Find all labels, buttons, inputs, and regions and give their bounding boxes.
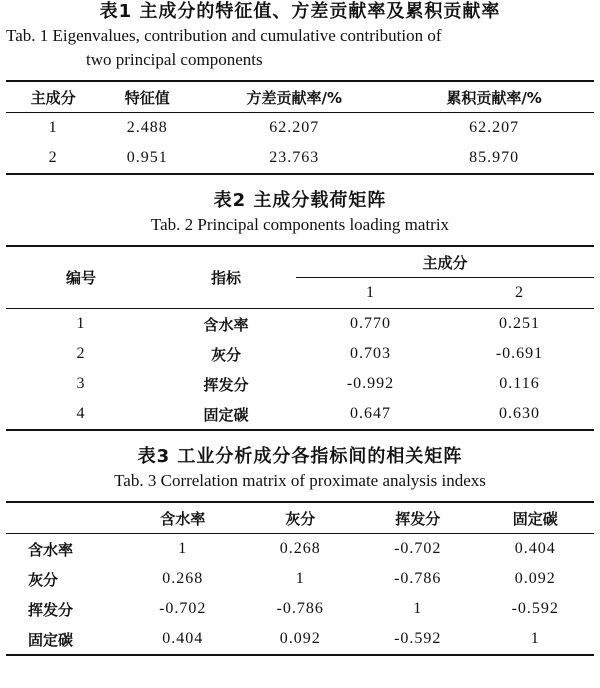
- table-cell: 1: [530, 630, 540, 647]
- table-cell: -0.702: [394, 540, 442, 557]
- table1-title-cn: 表1 主成分的特征值、方差贡献率及累积贡献率: [99, 1, 501, 22]
- table-cell: -0.592: [394, 630, 442, 647]
- table2-header-pc: 主成分: [296, 246, 594, 278]
- table1-header-row: [6, 81, 594, 113]
- table-cell: 1: [76, 315, 86, 332]
- table-cell: 0.770: [350, 315, 391, 332]
- row-label: 固定碳: [28, 630, 74, 649]
- table-row: [6, 369, 594, 399]
- table-cell: 含水率: [203, 315, 249, 334]
- table-cell: -0.786: [394, 570, 442, 587]
- table1-title-en: [0, 24, 600, 72]
- table-cell: 62.207: [269, 119, 320, 136]
- table-row: [6, 143, 594, 174]
- table-row: [6, 624, 594, 655]
- table-cell: -0.786: [276, 600, 324, 617]
- table2-title-en: Tab. 2 Principal components loading matrix: [150, 215, 450, 234]
- table-cell: 0.116: [499, 375, 540, 392]
- table3-header: 挥发分: [395, 509, 441, 528]
- table-cell: 0.268: [279, 540, 321, 557]
- table-cell: 2.488: [126, 119, 168, 136]
- table-cell: -0.592: [511, 600, 559, 617]
- row-label: 含水率: [28, 540, 74, 559]
- table-cell: 0.951: [126, 149, 168, 166]
- table2-header-no: 编号: [6, 246, 156, 309]
- table-cell: 0.404: [162, 630, 204, 647]
- table-cell: 0.268: [162, 570, 204, 587]
- table-cell: -0.702: [159, 600, 207, 617]
- table1-title-en-line2: two principal components: [86, 50, 263, 69]
- table1-header: 主成分: [30, 88, 76, 107]
- table3-header: 含水率: [160, 509, 206, 528]
- table-cell: 1: [295, 570, 305, 587]
- table3-title-cn: 表3 工业分析成分各指标间的相关矩阵: [137, 446, 463, 467]
- table-cell: 0.092: [279, 630, 321, 647]
- table-cell: 2: [76, 345, 86, 362]
- table3-header: 灰分: [285, 509, 316, 528]
- table2-header-row: [6, 246, 594, 278]
- table1-header: 特征值: [124, 88, 170, 107]
- table-cell: 85.970: [469, 149, 520, 166]
- table-cell: 1: [413, 600, 423, 617]
- table-cell: 1: [178, 540, 188, 557]
- table-row: [6, 113, 594, 144]
- row-label: 挥发分: [28, 600, 74, 619]
- table3: [6, 501, 594, 656]
- table2: [6, 245, 594, 431]
- table-cell: 3: [76, 375, 86, 392]
- table-row: [6, 399, 594, 430]
- table-cell: 0.092: [514, 570, 556, 587]
- table3-header-row: [6, 502, 594, 534]
- table-row: [6, 339, 594, 369]
- table-cell: -0.691: [495, 345, 544, 362]
- table-cell: 0.630: [499, 405, 540, 422]
- table-row: [6, 594, 594, 624]
- table-row: [6, 564, 594, 594]
- table-row: [6, 309, 594, 340]
- table1: [6, 80, 594, 175]
- table2-header-index: 指标: [156, 246, 296, 309]
- table3-header: [6, 502, 124, 534]
- table3-title-en: Tab. 3 Correlation matrix of proximate analysis indexs: [114, 471, 486, 490]
- table-cell: 固定碳: [203, 405, 249, 424]
- table-cell: 灰分: [210, 345, 241, 364]
- table-cell: 2: [48, 149, 58, 166]
- table-cell: 1: [48, 119, 58, 136]
- table-row: [6, 534, 594, 565]
- table1-header: 方差贡献率/%: [246, 88, 342, 107]
- table2-subheader: 1: [366, 284, 375, 301]
- table-cell: 挥发分: [203, 375, 249, 394]
- table1-title-en-line1: Tab. 1 Eigenvalues, contribution and cumulative contribution of: [6, 26, 442, 45]
- table-cell: 0.647: [350, 405, 391, 422]
- table-cell: 23.763: [269, 149, 320, 166]
- table-cell: 0.703: [350, 345, 391, 362]
- table-cell: 62.207: [469, 119, 520, 136]
- table3-header: 固定碳: [512, 509, 558, 528]
- table1-header: 累积贡献率/%: [446, 88, 542, 107]
- table-cell: 4: [76, 405, 86, 422]
- table-cell: -0.992: [346, 375, 395, 392]
- row-label: 灰分: [28, 570, 59, 589]
- table2-subheader: 2: [515, 284, 524, 301]
- table-cell: 0.251: [499, 315, 540, 332]
- table-cell: 0.404: [514, 540, 556, 557]
- table2-title-cn: 表2 主成分载荷矩阵: [213, 190, 387, 211]
